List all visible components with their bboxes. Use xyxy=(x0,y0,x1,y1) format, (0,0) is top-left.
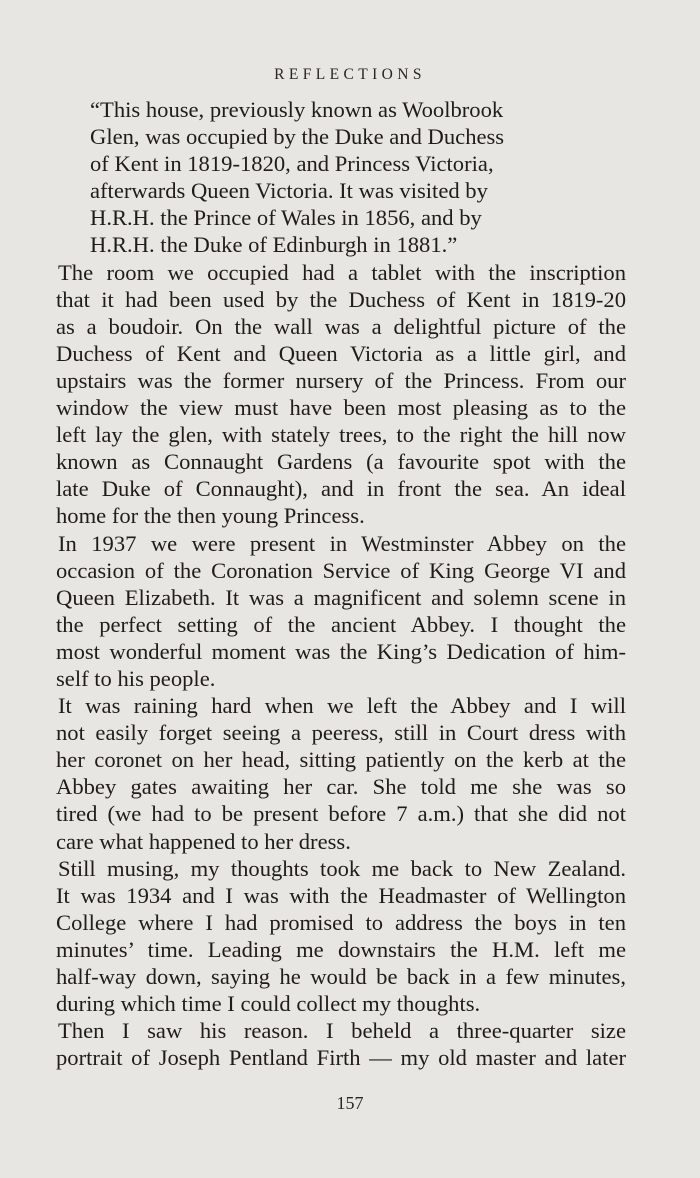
text-line: Still musing, my thoughts took me back to New Zealand. xyxy=(58,855,626,881)
quote-line: H.R.H. the Prince of Wales in 1856, and by xyxy=(90,205,482,231)
paragraph xyxy=(56,692,626,855)
text-line: Duchess of Kent and Queen Victoria as a little girl, and xyxy=(56,340,626,366)
body-text xyxy=(56,96,626,1071)
text-line: tired (we had to be present before 7 a.m.) that she did not xyxy=(56,801,626,827)
page-number: 157 xyxy=(336,1093,364,1113)
text-line: College where I had promised to address the boys in ten xyxy=(56,909,626,935)
text-line: In 1937 we were present in Westminster Abbey on the xyxy=(58,530,626,556)
paragraph xyxy=(56,259,626,530)
quote-line: Glen, was occupied by the Duke and Duchess xyxy=(90,124,505,150)
quote-line: “This house, previously known as Woolbrook xyxy=(90,97,504,122)
text-line: during which time I could collect my thoughts. xyxy=(56,991,481,1017)
quote-line: of Kent in 1819-1820, and Princess Victoria, xyxy=(90,151,494,177)
quote-line: afterwards Queen Victoria. It was visited by xyxy=(90,178,488,204)
text-line: her coronet on her head, sitting patiently on the kerb at the xyxy=(56,747,626,773)
text-line: home for the then young Princess. xyxy=(56,503,365,529)
text-line: care what happened to her dress. xyxy=(56,828,351,854)
quote-line: H.R.H. the Duke of Edinburgh in 1881.” xyxy=(90,232,458,258)
block-quote xyxy=(56,96,626,259)
text-line: not easily forget seeing a peeress, still in Court dress with xyxy=(56,720,626,746)
text-line: It was 1934 and I was with the Headmaster of Wellington xyxy=(56,882,626,908)
text-line: half-way down, saying he would be back in a few minutes, xyxy=(56,964,626,989)
text-line: Abbey gates awaiting her car. She told me she was so xyxy=(56,774,626,800)
text-line: left lay the glen, with stately trees, to the right the hill now xyxy=(56,422,626,448)
paragraph xyxy=(56,530,626,693)
text-line: It was raining hard when we left the Abbey and I will xyxy=(58,693,626,719)
text-line: most wonderful moment was the King’s Dedication of him- xyxy=(56,638,626,664)
text-line: window the view must have been most pleasing as to the xyxy=(56,395,626,421)
text-line: portrait of Joseph Pentland Firth — my old master and later xyxy=(56,1045,626,1071)
text-line: the perfect setting of the ancient Abbey. I thought the xyxy=(56,611,626,637)
paragraph xyxy=(56,1017,626,1071)
text-line: minutes’ time. Leading me downstairs the H.M. left me xyxy=(56,936,626,962)
text-line: Queen Elizabeth. It was a magnificent and solemn scene in xyxy=(56,584,626,610)
paragraph xyxy=(56,855,626,1018)
text-line: as a boudoir. On the wall was a delightful picture of the xyxy=(56,313,626,339)
running-head: REFLECTIONS xyxy=(274,66,426,83)
text-line: occasion of the Coronation Service of King George VI and xyxy=(56,557,626,583)
text-line: upstairs was the former nursery of the Princess. From our xyxy=(56,367,626,393)
text-line: late Duke of Connaught), and in front the sea. An ideal xyxy=(56,476,626,502)
text-line: self to his people. xyxy=(56,665,216,691)
text-line: The room we occupied had a tablet with the inscription xyxy=(58,259,626,285)
text-line: that it had been used by the Duchess of Kent in 1819-20 xyxy=(56,286,626,312)
text-line: Then I saw his reason. I beheld a three-quarter size xyxy=(58,1018,626,1044)
text-line: known as Connaught Gardens (a favourite spot with the xyxy=(56,449,626,475)
